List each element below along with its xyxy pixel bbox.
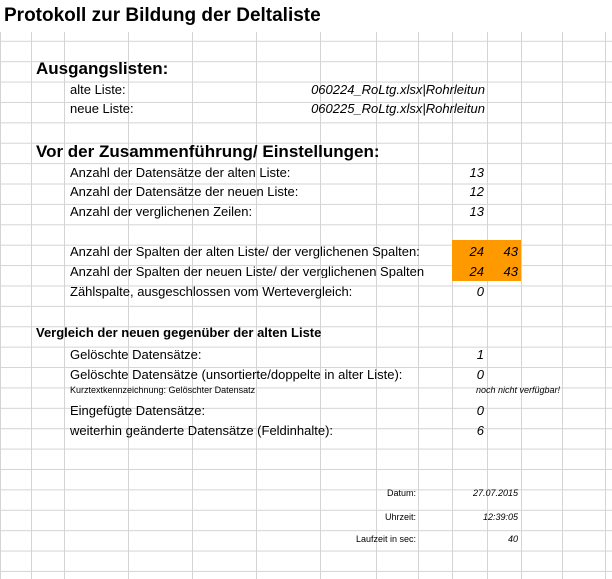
datum-label: Datum: xyxy=(386,488,416,498)
uhrzeit-label: Uhrzeit: xyxy=(384,512,416,522)
uhrzeit-cell[interactable]: 12:39:05 xyxy=(482,512,518,522)
laufzeit-cell[interactable]: 40 xyxy=(507,534,518,544)
alte-liste-cell[interactable]: 060224_RoLtg.xlsx|Rohrleitun xyxy=(311,82,485,97)
unsortiert-label: Gelöschte Datensätze (unsortierte/doppelte in alter Liste): xyxy=(70,367,403,382)
datum-cell[interactable]: 27.07.2015 xyxy=(472,488,518,498)
eingefuegt-cell[interactable]: 0 xyxy=(476,403,484,418)
grid-line xyxy=(605,0,606,579)
spalten-alt-v1-cell[interactable]: 24 xyxy=(469,244,484,259)
geloescht-label: Gelöschte Datensätze: xyxy=(70,347,202,362)
geaendert-label: weiterhin geänderte Datensätze (Feldinhalte): xyxy=(70,423,334,438)
grid-line xyxy=(31,0,32,579)
alte-liste-label: alte Liste: xyxy=(70,82,126,97)
page-title: Protokoll zur Bildung der Deltaliste xyxy=(4,5,321,26)
row-value-cell[interactable]: 12 xyxy=(469,184,484,199)
grid-line xyxy=(521,0,522,579)
geaendert-cell[interactable]: 6 xyxy=(476,423,484,438)
spalten-alt-v2-cell[interactable]: 43 xyxy=(503,244,518,259)
grid-line xyxy=(562,0,563,579)
kurztext-label: Kurztextkennzeichnung: Gelöschter Datensatz xyxy=(70,385,256,395)
zaehlspalte-cell[interactable]: 0 xyxy=(476,284,484,299)
row-label: Anzahl der verglichenen Zeilen: xyxy=(70,204,253,219)
row-label: Anzahl der Datensätze der alten Liste: xyxy=(70,165,291,180)
spalten-neu-v2-cell[interactable]: 43 xyxy=(503,264,518,279)
row-label: Anzahl der Datensätze der neuen Liste: xyxy=(70,184,299,199)
spalten-neu-label: Anzahl der Spalten der neuen Liste/ der verglichenen Spalten xyxy=(70,265,425,278)
spalten-alt-label: Anzahl der Spalten der alten Liste/ der verglichenen Spalten: xyxy=(70,244,420,259)
spalten-neu-v1-cell[interactable]: 24 xyxy=(469,264,484,279)
ausgangslisten-heading: Ausgangslisten: xyxy=(36,59,169,78)
kurztext-cell[interactable]: noch nicht verfügbar! xyxy=(475,385,560,395)
neue-liste-cell[interactable]: 060225_RoLtg.xlsx|Rohrleitun xyxy=(311,101,485,116)
grid-line xyxy=(64,0,65,579)
eingefuegt-label: Eingefügte Datensätze: xyxy=(70,403,206,418)
laufzeit-label: Laufzeit in sec: xyxy=(355,534,416,544)
row-value-cell[interactable]: 13 xyxy=(469,165,484,180)
vor-heading: Vor der Zusammenführung/ Einstellungen: xyxy=(36,142,380,161)
neue-liste-label: neue Liste: xyxy=(70,101,134,116)
vergleich-heading: Vergleich der neuen gegenüber der alten Liste xyxy=(36,325,322,340)
unsortiert-cell[interactable]: 0 xyxy=(476,367,484,382)
zaehlspalte-label: Zählspalte, ausgeschlossen vom Wertevergleich: xyxy=(70,284,353,299)
row-value-cell[interactable]: 13 xyxy=(469,204,484,219)
geloescht-cell[interactable]: 1 xyxy=(476,347,484,362)
